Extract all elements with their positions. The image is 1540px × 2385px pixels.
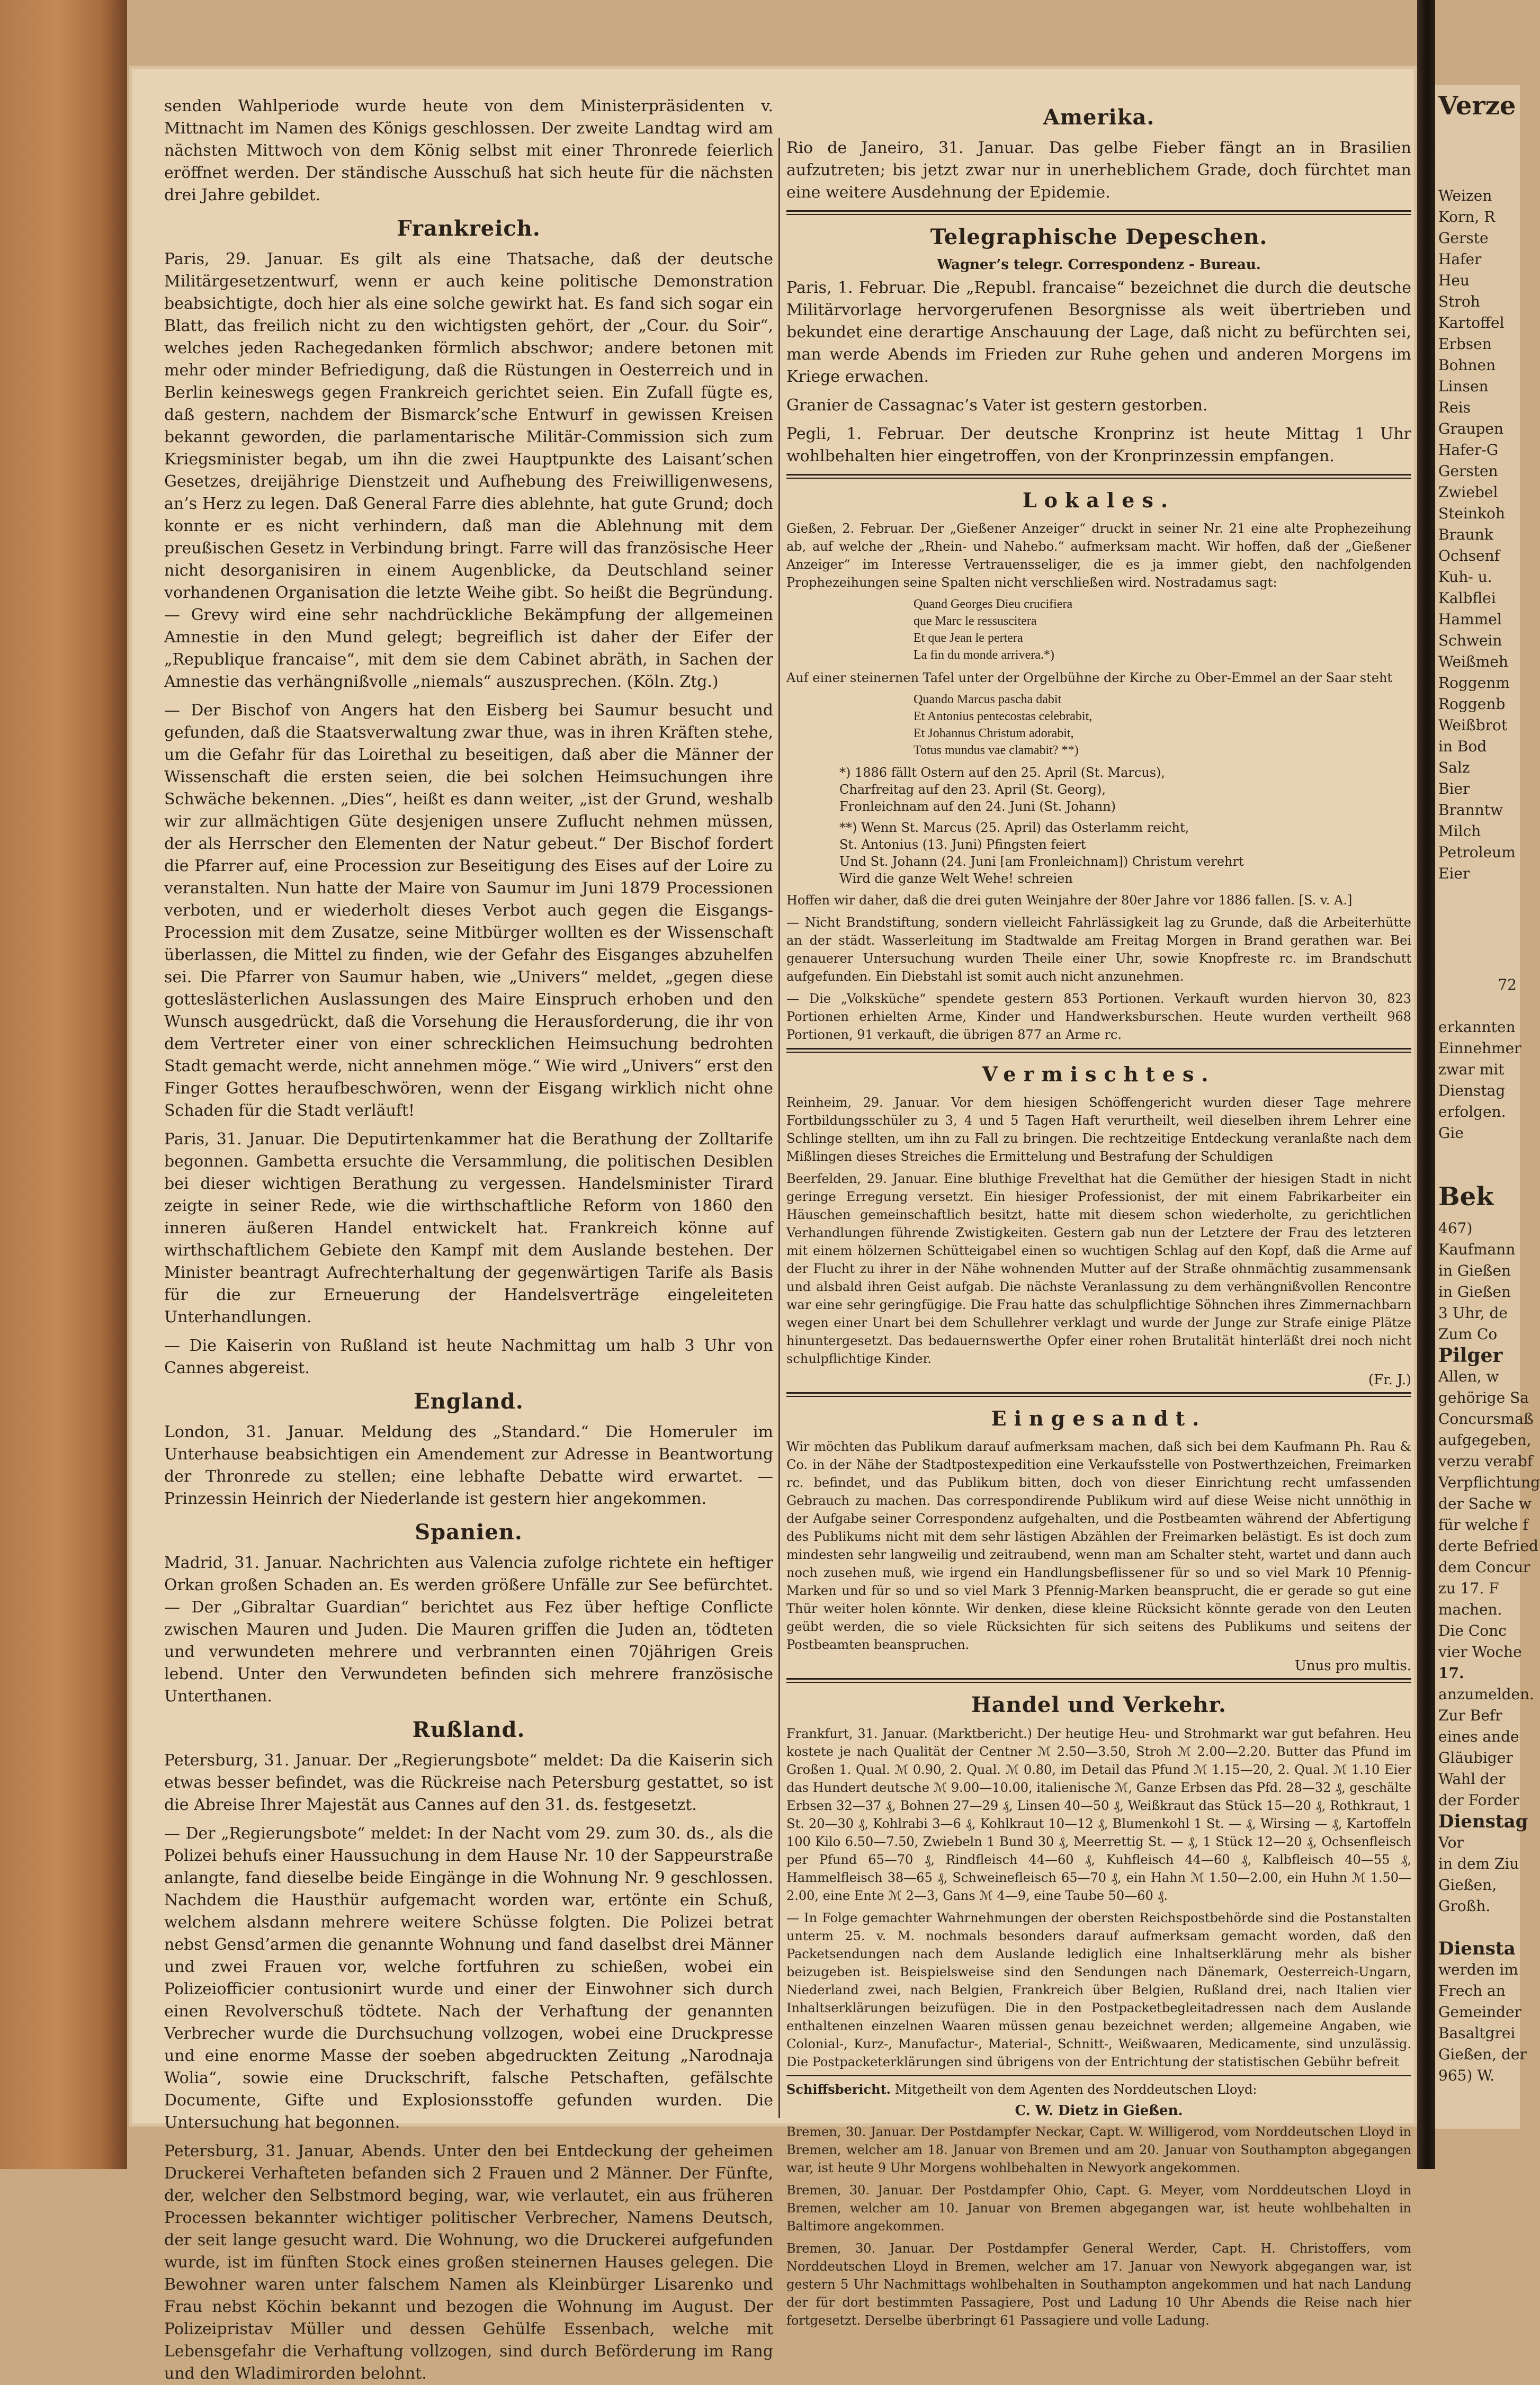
heading-lokales: Lokales.: [1022, 488, 1176, 512]
edge-fragment: Erbsen: [1438, 335, 1492, 353]
article-post: — In Folge gemachter Wahrnehmungen der obersten Reichspostbehörde sind die Postanstalten unterm 25. v. M. nochmals besonders darauf aufmerksam gemacht worden, daß den Packetsendungen nach dem Auslande lediglich eine Inhaltserklärung mehr als bisher beizugeben ist. Beispielsweise sind den Sendungen nach Dänemark, Oesterreich-Ungarn, Niederland zwei, nach Belgien, Frankreich über Belgien, Rußland drei, nach Italien vier Inhaltserklärungen beizufügen. Die in den Postpacketbegleitadressen nach dem Auslande enthaltenen einzelnen Waaren müssen genau bezeichnet werden; allgemeine Angaben, wie Colonial-, Kurz-, Manufactur-, Material-, Schnitt-, Weißwaaren, Medicamente, sind unzulässig. Die Postpacketerklärungen sind übrigens von der Entrichtung der statistischen Gebühr befreit: [786, 1911, 1411, 2069]
verse-line: Quand Georges Dieu crucifiera: [914, 597, 1073, 611]
edge-fragment: Braunk: [1438, 526, 1493, 543]
edge-fragment: Frech an: [1438, 1982, 1506, 2000]
footnote-line: St. Antonius (13. Juni) Pfingsten feiert: [839, 837, 1086, 852]
edge-fragment: zu 17. F: [1438, 1580, 1499, 1597]
article-schiff-1: Bremen, 30. Januar. Der Postdampfer Neckar, Capt. W. Willigerod, vom Norddeutschen Lloyd in Bremen, welcher am 18. Januar von Bremen und am 20. Januar von Southampton abgegangen war, ist heute 9 Uhr Morgens wohlbehalten in Newyork angekommen.: [786, 2124, 1411, 2175]
article-madrid: Madrid, 31. Januar. Nachrichten aus Valencia zufolge richtete ein heftiger Orkan großen Schaden an. Es werden größere Unfälle zur See befürchtet. — Der „Gibraltar Guardian“ berichtet aus Fez über heftige Conflicte zwischen Mauren und Juden. Die Mauren griffen die Juden an, tödteten und verwundeten mehrere und verbrannten einen 70jährigen Greis lebend. Unter den Verwundeten befinden sich mehrere französische Unterthanen.: [164, 1554, 773, 1706]
edge-fragment: Kuh- u.: [1438, 568, 1492, 586]
footnote-line: Fronleichnam auf den 24. Juni (St. Johann): [839, 799, 1116, 814]
edge-fragment: werden im: [1438, 1961, 1518, 1978]
section-rule: [786, 1392, 1411, 1397]
footnote-1: [786, 764, 1411, 815]
article-wuerttemberg: senden Wahlperiode wurde heute von dem Ministerpräsidenten v. Mittnacht im Namen des Königs geschlossen. Der zweite Landtag wird am nächsten Mittwoch von dem König selbst mit einer Thronrede feierlich eröffnet werden. Der ständische Ausschuß hat sich heute für die nächsten drei Jahre gebildet.: [164, 97, 773, 204]
edge-fragment: Gießen,: [1438, 1876, 1497, 1894]
heading-vermischtes: Vermischtes.: [982, 1062, 1216, 1086]
book-binding: [0, 0, 127, 2169]
article-petersburg-3: Petersburg, 31. Januar, Abends. Unter den bei Entdeckung der geheimen Druckerei Verhafteten befanden sich 2 Frauen und 2 Männer. Der Fünfte, der, welcher den Selbstmord beging, war, wie verlautet, ein aus früheren Processen bekannter wichtiger politischer Verbrecher, Namens Deutsch, der seit lange gesucht ward. Die Wohnung, wo die Druckerei aufgefunden wurde, ist im fünften Stock eines großen steinernen Hauses gelegen. Die Bewohner waren unter falschem Namen als Kleinbürger Lisarenko und Frau nebst Köchin bekannt und bezogen die Wohnung im August. Der Polizeipristav Müller und dessen Gehülfe Essenbach, welche mit Lebensgefahr die Verhaftung vollzogen, sind durch Beförderung im Rang und den Wladimirorden belohnt.: [164, 2142, 773, 2383]
heading-handel: Handel und Verkehr.: [971, 1692, 1226, 1717]
section-rule: [786, 1678, 1411, 1683]
edge-fragment: Schwein: [1438, 632, 1502, 649]
edge-fragment: Wahl der: [1438, 1770, 1506, 1788]
edge-fragment: dem Concur: [1438, 1558, 1530, 1576]
footnote-line: *) 1886 fällt Ostern auf den 25. April (St. Marcus),: [839, 765, 1166, 780]
right-column: [786, 95, 1411, 2328]
heading-schiff: Schiffsbericht.: [786, 2082, 891, 2097]
article-volkskueche: — Die „Volksküche“ spendete gestern 853 Portionen. Verkauft wurden hiervon 30, 823 Portionen erhielten Arme, Kinder und Handwerksburschen. Heute wurden vertheilt 968 Portionen, 91 verkauft, die übrigen 877 an Arme rc.: [786, 991, 1411, 1042]
verse-line: que Marc le ressuscitera: [914, 614, 1037, 628]
edge-fragment: Roggenm: [1438, 674, 1510, 692]
edge-fragment: in Gießen: [1438, 1283, 1511, 1301]
heading-frankreich: Frankreich.: [397, 216, 541, 241]
edge-fragment: aufgegeben,: [1438, 1431, 1532, 1449]
edge-fragment: Hammel: [1438, 611, 1502, 628]
edge-fragment: Zwiebel: [1438, 483, 1498, 501]
article-hoffen: Hoffen wir daher, daß die drei guten Weinjahre der 80er Jahre vor 1886 fallen. [S. v. A.]: [786, 893, 1353, 908]
edge-fragment: zwar mit: [1438, 1061, 1505, 1078]
heading-amerika: Amerika.: [1043, 105, 1155, 130]
edge-fragment: Gerste: [1438, 229, 1489, 247]
edge-fragment: verzu verabf: [1438, 1452, 1533, 1470]
verse-latin: [914, 691, 1411, 759]
article-bischof-angers: — Der Bischof von Angers hat den Eisberg bei Saumur besucht und gefunden, daß die Staatsverwaltung zwar thue, was in ihren Kräften stehe, um die Gefahr für das Loirethal zu beseitigen, daß aber die Männer der Wissenschaft die ersten seien, die bei solchen Heimsuchungen ihre Schwäche bekennen. „Dies“, heißt es dann weiter, „ist der Grund, weshalb wir zur allmächtigen Güte desjenigen unsere Zuflucht nehmen müssen, der als Herrscher den Elementen der Natur gebeut.“ Der Bischof fordert die Pfarrer auf, eine Procession zur Beseitigung des Eises auf der Loire zu veranstalten. Nun hatte der Maire von Saumur im Juni 1879 Processionen verboten, und er wiederholt dieses Verbot auch gegen die Eisgangs-Procession mit dem Zusatze, seine Mitbürger wollten es der Wissenschaft überlassen, die Mittel zu finden, wie der Gefahr des Eisganges abzuhelfen sei. Die Pfarrer von Saumur haben, wie „Univers“ meldet, „gegen diese gotteslästerlichen Auslassungen des Maire Einspruch erhoben und den Wunsch ausgedrückt, daß die Vorsehung die Herausforderung, die ihr von dem Vertreter einer von einer schrecklichen Heimsuchung bedrohten Stadt gemacht werde, nicht annehmen möge.“ Wie wird „Univers“ erst den Finger Gottes heraufbeschwören, wenn der Eisgang wirklich nicht ohne Schaden für die Stadt verläuft!: [164, 701, 773, 1120]
edge-fragment: Graupen: [1438, 420, 1504, 437]
edge-fragment: Gie: [1438, 1124, 1464, 1142]
edge-fragment: Gläubiger: [1438, 1749, 1513, 1767]
signature-beerfelden: (Fr. J.): [1368, 1372, 1411, 1388]
footnote-line: Charfreitag auf den 23. April (St. Georg),: [839, 782, 1106, 797]
edge-fragment: Steinkoh: [1438, 505, 1505, 522]
edge-fragment: der Forder: [1438, 1791, 1519, 1809]
article-petersburg-2: — Der „Regierungsbote“ meldet: In der Nacht vom 29. zum 30. ds., als die Polizei behufs einer Haussuchung in dem Hause Nr. 10 der Sappeurstraße anlangte, fand dieselbe beide Eingänge in die Wohnung Nr. 9 geschlossen. Nachdem die Hausthür aufgemacht worden war, ertönte ein Schuß, welchem alsdann mehrere weitere Schüsse folgten. Die Polizei betrat nebst Gensd’armen die genannte Wohnung und fand daselbst drei Männer und zwei Frauen vor, welche fortfuhren zu schießen, wobei ein Polizeiofficier contusionirt wurde und einer der Einwohner sich durch einen Revolverschuß tödtete. Nach der Verhaftung der genannten Verbrecher wurde die Durchsuchung vollzogen, wobei eine Druckpresse und eine enorme Masse der soeben abgedruckten Zeitung „Narodnaja Wolia“, sowie eine Druckschrift, falsche Petschaften, gefälschte Documente, Gifte und Explosionsstoffe gefunden wurden. Die Untersuchung hat begonnen.: [164, 1824, 773, 2132]
article-schiff-2: Bremen, 30. Januar. Der Postdampfer Ohio, Capt. G. Meyer, vom Norddeutschen Lloyd in Bremen, welcher am 10. Januar von Bremen abgegangen war, ist heute wohlbehalten in Baltimore angekommen.: [786, 2183, 1411, 2234]
edge-fragment: Gemeinder: [1438, 2003, 1521, 2021]
section-rule: [786, 474, 1411, 479]
edge-fragment: Basaltgrei: [1438, 2024, 1516, 2042]
section-rule: [786, 1048, 1411, 1053]
signature-eingesandt: Unus pro multis.: [1294, 1658, 1411, 1674]
edge-fragment: Roggenb: [1438, 695, 1506, 713]
article-reinheim: Reinheim, 29. Januar. Vor dem hiesigen Schöffengericht wurden dieser Tage mehrere Fortbildungsschüler zu 3, 4 und 5 Tagen Haft verurtheilt, weil dieselben ihrem Lehrer eine Schlinge stellten, um ihn zu Fall zu bringen. Die rechtzeitige Entdeckung veranlaßte nach dem Mißlingen dieses Streiches die Ermittelung und Bestrafung der Schuldigen: [786, 1095, 1411, 1164]
edge-fragment: vier Woche: [1438, 1643, 1522, 1661]
verse-line: La fin du monde arrivera.*): [914, 648, 1054, 662]
edge-fragment: Gersten: [1438, 462, 1498, 480]
edge-fragment: Bier: [1438, 780, 1470, 797]
edge-fragment: Gießen, der: [1438, 2046, 1527, 2063]
edge-fragment: Salz: [1438, 759, 1470, 776]
article-frankfurt-markt: Frankfurt, 31. Januar. (Marktbericht.) Der heutige Heu- und Strohmarkt war gut befahren. Heu kostete je nach Qualität der Centner ℳ 2.50—3.50, Stroh ℳ 2.00—2.20. Butter das Pfund im Großen 1. Qual. ℳ 0.90, 2. Qual. ℳ 0.80, im Detail das Pfund ℳ 1.15—20, 2. Qual. ℳ 1.10 Eier das Hundert deutsche ℳ 9.00—10.00, italienische ℳ, Ganze Erbsen das Pfd. 28—32 ₰, geschälte Erbsen 32—37 ₰, Bohnen 27—29 ₰, Linsen 40—50 ₰, Weißkraut das Stück 15—20 ₰, Rothkraut, 1 St. 20—30 ₰, Kohlrabi 3—6 ₰, Kohlkraut 10—12 ₰, Blumenkohl 1 St. — ₰, Wirsing — ₰, Kartoffeln 100 Kilo 6.50—7.50, Zwiebeln 1 Bund 30 ₰, Meerrettig St. — ₰, 1 Stück 12—20 ₰, Ochsenfleisch per Pfund 65—70 ₰, Rindfleisch 44—60 ₰, Kuhfleisch 44—60 ₰, Kalbfleisch 40—55 ₰, Hammelfleisch 38—65 ₰, Schweinefleisch 65—70 ₰, ein Hahn ℳ 1.50—2.00, ein Huhn ℳ 1.50—2.00, eine Ente ℳ 2—3, Gans ℳ 4—9, eine Taube 50—60 ₰.: [786, 1726, 1411, 1903]
edge-fragment: Concursmaß: [1438, 1410, 1534, 1428]
edge-fragment: Zur Befr: [1438, 1707, 1502, 1724]
edge-fragment: Branntw: [1438, 801, 1503, 819]
edge-fragment: der Sache w: [1438, 1495, 1532, 1512]
heading-russland: Rußland.: [412, 1717, 525, 1742]
edge-fragment: Eier: [1438, 865, 1470, 882]
edge-fragment: Weißmeh: [1438, 653, 1508, 670]
edge-fragment: Petroleum: [1438, 844, 1516, 861]
edge-fragment: Heu: [1438, 272, 1470, 289]
edge-fragment: 17.: [1438, 1664, 1464, 1682]
edge-fragment: 3 Uhr, de: [1438, 1304, 1508, 1322]
article-paris-31: Paris, 31. Januar. Die Deputirtenkammer hat die Berathung der Zolltarife begonnen. Gambetta ersuchte die Versammlung, die politischen Desiblen bei dieser wichtigen Berathung zu vergessen. Handelsminister Tirard zeigte in seiner Rede, wie die wirthschaftliche Reform von 1860 den inneren äußeren Handel entwickelt hat. Frankreich könne auf wirthschaftlichem Gebiete den Kampf mit dem Auslande bestehen. Der Minister beantragt Aufrechterhaltung der gegenwärtigen Tarife als Basis für die zur Erneuerung der Handelsverträge eingeleiteten Unterhandlungen.: [164, 1130, 773, 1326]
edge-fragment: Vor: [1438, 1834, 1464, 1851]
edge-fragment: machen.: [1438, 1601, 1502, 1618]
edge-fragment: Verze: [1438, 91, 1516, 121]
verse-line: Et que Jean le pertera: [914, 631, 1023, 645]
edge-fragment: Kaufmann: [1438, 1241, 1516, 1258]
edge-fragment: Einnehmer: [1438, 1039, 1521, 1057]
heading-eingesandt: Eingesandt.: [991, 1406, 1207, 1430]
edge-fragment: in dem Ziu: [1438, 1855, 1519, 1872]
edge-fragment: gehörige Sa: [1438, 1389, 1529, 1406]
edge-fragment: Pilger: [1438, 1344, 1503, 1367]
heading-telegraph: Telegraphische Depeschen.: [930, 225, 1268, 249]
edge-fragment: Dienstag: [1438, 1811, 1528, 1832]
edge-fragment: Ochsenf: [1438, 547, 1500, 564]
article-schiff-3: Bremen, 30. Januar. Der Postdampfer General Werder, Capt. H. Christoffers, vom Norddeutschen Lloyd in Bremen, welcher am 17. Januar von Newyork abgegangen war, ist gestern 5 Uhr Nachmittags wohlbehalten in Southampton angekommen und hat nach Landung der für dort bestimmten Passagiere, Post und Ladung 10 Uhr Abends die Reise nach hier fortgesetzt. Derselbe überbringt 61 Passagiere und volle Ladung.: [786, 2241, 1411, 2328]
edge-fragment: für welche f: [1438, 1516, 1528, 1534]
edge-fragment: 467): [1438, 1220, 1473, 1237]
edge-fragment: Kalbflei: [1438, 589, 1496, 607]
edge-fragment: in Bod: [1438, 738, 1487, 755]
schiff-agent: C. W. Dietz in Gießen.: [1015, 2103, 1183, 2119]
dispatch-granier: Granier de Cassagnac’s Vater ist gestern gestorben.: [786, 396, 1208, 415]
edge-fragment: Kartoffel: [1438, 314, 1505, 331]
verse-line: Et Johannus Christum adorabit,: [914, 727, 1074, 740]
edge-fragment: erkannten: [1438, 1018, 1516, 1036]
edge-fragment: derte Befried: [1438, 1537, 1538, 1555]
article-london: London, 31. Januar. Meldung des „Standard.“ Die Homeruler im Unterhause beabsichtigen ein Amendement zur Adresse in Beantwortung der Thronrede zu stellen; eine lebhafte Debatte wird erwartet. — Prinzessin Heinrich der Niederlande ist gestern hier angekommen.: [164, 1423, 773, 1508]
edge-fragment: Reis: [1438, 399, 1471, 416]
edge-fragment: Großh.: [1438, 1897, 1491, 1915]
edge-fragment: Dienstag: [1438, 1082, 1506, 1099]
edge-fragment: Korn, R: [1438, 208, 1496, 226]
verse-nostradamus: [914, 596, 1411, 664]
verse-line: Et Antonius pentecostas celebrabit,: [914, 710, 1093, 723]
footnote-line: Wird die ganze Welt Wehe! schreien: [839, 871, 1073, 886]
edge-fragment: Milch: [1438, 822, 1481, 840]
edge-fragment: Verpflichtung: [1438, 1474, 1540, 1491]
article-eingesandt: Wir möchten das Publikum darauf aufmerksam machen, daß sich bei dem Kaufmann Ph. Rau & Co. in der Nähe der Stadtpostexpedition eine Verkaufsstelle von Postwerthzeichen, Freimarken rc. befindet, und das Publikum bitten, doch von dieser Einrichtung recht umfassenden Gebrauch zu machen. Das correspondirende Publikum wird auf diese Weise nicht unnöthig in der Aufgabe seiner Correspondenz aufgehalten, und die Postbeamten während der Abfertigung des Publikums nicht mit dem sehr lästigen Abzählen der Freimarken belästigt. Es ist doch zum mindesten sehr langweilig und zeitraubend, wenn man am Schalter steht, wartet und dann auch noch zusehen muß, wie irgend ein Handlungsbeflissener für so und so viel Mark 10 Pfennig-Marken und für so und so viel Mark 3 Pfennig-Marken beansprucht, die er gerade so gut eine Thür weiter holen könnte. Wir denken, diese kleine Rücksicht könnte gerade von den Leuten geübt werden, die so viele Rücksichten für sich seitens des Publikums und seitens der Postbeamten beanspruchen.: [786, 1439, 1411, 1652]
article-paris-29: Paris, 29. Januar. Es gilt als eine Thatsache, daß der deutsche Militärgesetzentwurf, wenn er auch keine politische Demonstration beabsichtigte, doch hier als eine solche gewirkt hat. Es fand sich sogar ein Blatt, das freilich nicht zu den wichtigsten gehört, der „Cour. du Soir“, welches jeden Rachegedanken förmlich abschwor; andere betonen mit mehr oder minder Befriedigung, daß die Rüstungen in Oesterreich und in Berlin keineswegs gegen Frankreich gerichtet seien. Ein Zufall fügte es, daß gestern, nachdem der Bismarck’sche Entwurf in gewissen Kreisen bekannt geworden, die parlamentarische Militär-Commission sich zum Kriegsminister begab, um ihn die zwei Hauptpunkte des Laisant’schen Gesetzes, dreijährige Dienstzeit und Aufhebung des Freiwilligenwesens, an’s Herz zu legen. Daß General Farre dies ablehnte, hat gute Grund; doch konnte er es nicht verhindern, daß man die Ablehnung mit dem preußischen Gesetz in Verbindung bringt. Farre will das französische Heer nicht desorganisiren in einem Augenblicke, da Deutschland seiner vorhandenen Organisation die letzte Weihe gibt. So heißt die Begründung. — Grevy wird eine sehr nachdrückliche Bekämpfung der allgemeinen Amnestie in den Mund gelegt; begreiflich ist daher der Eifer der „Republique francaise“, mit dem sie dem Cabinet abräth, in Sachen der Amnestie das verhängnißvolle „niemals“ auszusprechen. (Köln. Ztg.): [164, 250, 773, 691]
section-rule: [786, 210, 1411, 215]
edge-fragment: in Gießen: [1438, 1262, 1511, 1279]
edge-fragment: 965) W.: [1438, 2067, 1495, 2084]
footnote-2: [786, 819, 1411, 887]
article-beerfelden: Beerfelden, 29. Januar. Eine bluthige Frevelthat hat die Gemüther der hiesigen Stadt in nicht geringe Erregung versetzt. Ein hiesiger Professionist, der mit einem Fabrikarbeiter ein Häuschen gemeinschaftlich besitzt, hatte mit diesem schon wiederholte, zu gerichtlichen Verhandlungen führende Zwistigkeiten. Gestern gab nun der Letztere der Frau des letzteren mit einem hölzernen Schütteigabel einen so wuchtigen Schlag auf den Kopf, daß die Arme auf der Flucht zu ihrer in der Nähe wohnenden Mutter auf der Straße ohnmächtig zusammensank und alsbald ihren Geist aufgab. Die nächste Veranlassung zu dem verhängnißvollen Rencontre war eine sehr geringfügige. Die Frau hatte das schulpflichtige Söhnchen ihres Zimmernachbarn wegen einer Unart bei dem Schullehrer verklagt und wurde der Junge zur Strafe einige Plätze hinuntergesetzt. Das bedauernswerthe Opfer einer rohen Brutalität hinterläßt drei noch nicht schulpflichtige Kinder.: [786, 1171, 1411, 1366]
verse-line: Quando Marcus pascha dabit: [914, 693, 1062, 706]
edge-fragment: Weizen: [1438, 187, 1492, 204]
edge-fragment: eines ande: [1438, 1728, 1519, 1745]
schiff-note: Mitgetheilt von dem Agenten des Norddeutschen Lloyd:: [894, 2082, 1257, 2097]
left-column: [164, 95, 773, 2383]
edge-fragment: Zum Co: [1438, 1325, 1498, 1343]
footnote-line: Und St. Johann (24. Juni [am Fronleichnam]) Christum verehrt: [839, 854, 1244, 869]
edge-fragment: erfolgen.: [1438, 1103, 1506, 1120]
edge-fragment: Die Conc: [1438, 1622, 1507, 1639]
edge-fragment: Allen, w: [1438, 1368, 1499, 1385]
edge-fragment: Weißbrot: [1438, 716, 1508, 734]
edge-fragment: Bek: [1438, 1182, 1494, 1212]
article-tafel: Auf einer steinernen Tafel unter der Orgelbühne der Kirche zu Ober-Emmel an der Saar steht: [786, 670, 1393, 685]
article-kaiserin-cannes: — Die Kaiserin von Rußland ist heute Nachmittag um halb 3 Uhr von Cannes abgereist.: [164, 1337, 773, 1377]
heading-spanien: Spanien.: [415, 1520, 523, 1545]
edge-fragment: Diensta: [1438, 1938, 1516, 1959]
footnote-line: **) Wenn St. Marcus (25. April) das Osterlamm reicht,: [839, 820, 1189, 835]
book-gutter: [1417, 0, 1435, 2169]
edge-fragment: Bohnen: [1438, 356, 1496, 374]
article-petersburg-1: Petersburg, 31. Januar. Der „Regierungsbote“ meldet: Da die Kaiserin sich etwas besser befindet, was die Rückreise nach Petersburg gestattet, so ist die Abreise Ihrer Majestät aus Cannes auf den 31. ds. festgesetzt.: [164, 1751, 773, 1814]
column-divider: [778, 138, 780, 2118]
edge-fragment: Hafer-G: [1438, 441, 1499, 459]
article-brand: — Nicht Brandstiftung, sondern vielleicht Fahrlässigkeit lag zu Grunde, daß die Arbeiterhütte an der städt. Wasserleitung im Stadtwalde am Freitag Morgen in Brand gerathen war. Bei genauerer Untersuchung wurden Theile einer Uhr, sowie Knopfreste rc. im Brandschutt aufgefunden. Ein Diebstahl ist somit auch nicht anzunehmen.: [786, 915, 1411, 984]
dispatch-pegli: Pegli, 1. Februar. Der deutsche Kronprinz ist heute Mittag 1 Uhr wohlbehalten hier eingetroffen, von der Kronprinzessin empfangen.: [786, 425, 1411, 465]
edge-fragment: Linsen: [1438, 378, 1489, 395]
article-rio: Rio de Janeiro, 31. Januar. Das gelbe Fieber fängt an in Brasilien aufzutreten; bis jetzt zwar nur in unerheblichem Grade, doch fürchtet man eine weitere Ausdehnung der Epidemie.: [786, 139, 1411, 202]
heading-england: England.: [414, 1389, 524, 1414]
next-page-edge: [1435, 85, 1540, 2129]
edge-fragment: 72: [1498, 976, 1517, 993]
edge-fragment: anzumelden.: [1438, 1685, 1535, 1703]
dispatch-paris: Paris, 1. Februar. Die „Republ. francaise“ bezeichnet die durch die deutsche Militärvorlage hervorgerufenen Besorgnisse als weit übertrieben und bekundet eine derartige Anschauung der Lage, daß nicht zu befürchten sei, man werde Abends im Frieden zur Ruhe gehen und anderen Morgens im Kriege erwachen.: [786, 279, 1411, 386]
section-rule: [786, 2075, 1411, 2076]
article-giessen: Gießen, 2. Februar. Der „Gießener Anzeiger“ druckt in seiner Nr. 21 eine alte Prophezeihung ab, auf welche der „Rhein- und Nahebo.“ aufmerksam macht. Wir hoffen, daß der „Gießener Anzeiger“ im Interesse Vertrauensseliger, die es ja immer giebt, den nachfolgenden Prophezeihungen seine Spalten nicht verschließen wird. Nostradamus sagt:: [786, 521, 1411, 590]
edge-fragment: Stroh: [1438, 293, 1480, 310]
telegraph-bureau: Wagner’s telegr. Correspondenz - Bureau.: [937, 257, 1261, 273]
schiff-header: [786, 2081, 1411, 2099]
edge-fragment: Hafer: [1438, 250, 1482, 268]
verse-line: Totus mundus vae clamabit? **): [914, 743, 1079, 757]
